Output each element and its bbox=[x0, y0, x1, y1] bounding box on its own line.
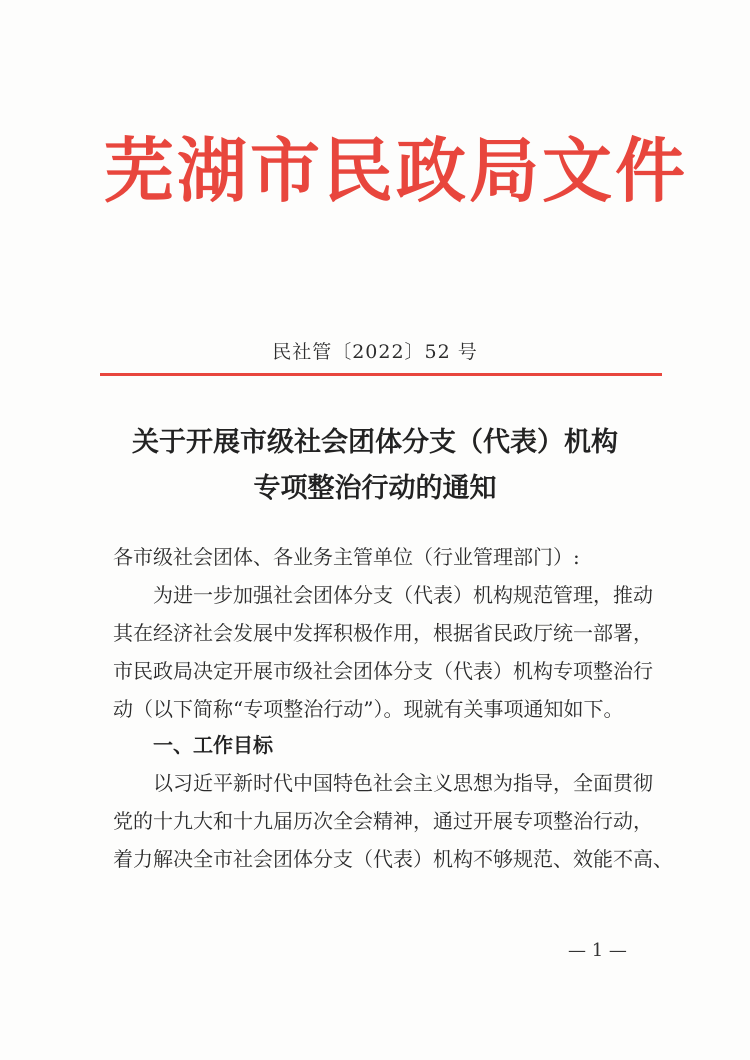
paragraph-line: 动（以下简称“专项整治行动”）。现就有关事项通知如下。 bbox=[113, 697, 624, 721]
addressee: 各市级社会团体、各业务主管单位（行业管理部门）: bbox=[113, 545, 580, 569]
notice-title bbox=[0, 420, 750, 512]
paragraph-line: 市民政局决定开展市级社会团体分支（代表）机构专项整治行 bbox=[113, 659, 653, 683]
masthead-title: 芜湖市民政局文件 bbox=[104, 129, 688, 212]
section-heading-goals: 一、工作目标 bbox=[153, 733, 273, 757]
paragraph-line: 着力解决全市社会团体分支（代表）机构不够规范、效能不高、 bbox=[113, 847, 673, 871]
paragraph-goals bbox=[113, 764, 673, 878]
paragraph-intro bbox=[113, 576, 653, 728]
document-number: 民社管〔2022〕52 号 bbox=[272, 341, 478, 363]
notice-title-line-1: 关于开展市级社会团体分支（代表）机构 bbox=[132, 427, 618, 458]
paragraph-line: 为进一步加强社会团体分支（代表）机构规范管理，推动 bbox=[153, 583, 653, 607]
paragraph-line: 以习近平新时代中国特色社会主义思想为指导，全面贯彻 bbox=[153, 771, 653, 795]
paragraph-line: 党的十九大和十九届历次全会精神，通过开展专项整治行动， bbox=[113, 809, 653, 833]
paragraph-line: 其在经济社会发展中发挥积极作用，根据省民政厅统一部署， bbox=[113, 621, 653, 645]
page-number: — 1 — bbox=[568, 940, 627, 961]
red-divider-rule bbox=[100, 373, 662, 376]
notice-title-line-2: 专项整治行动的通知 bbox=[253, 473, 497, 504]
